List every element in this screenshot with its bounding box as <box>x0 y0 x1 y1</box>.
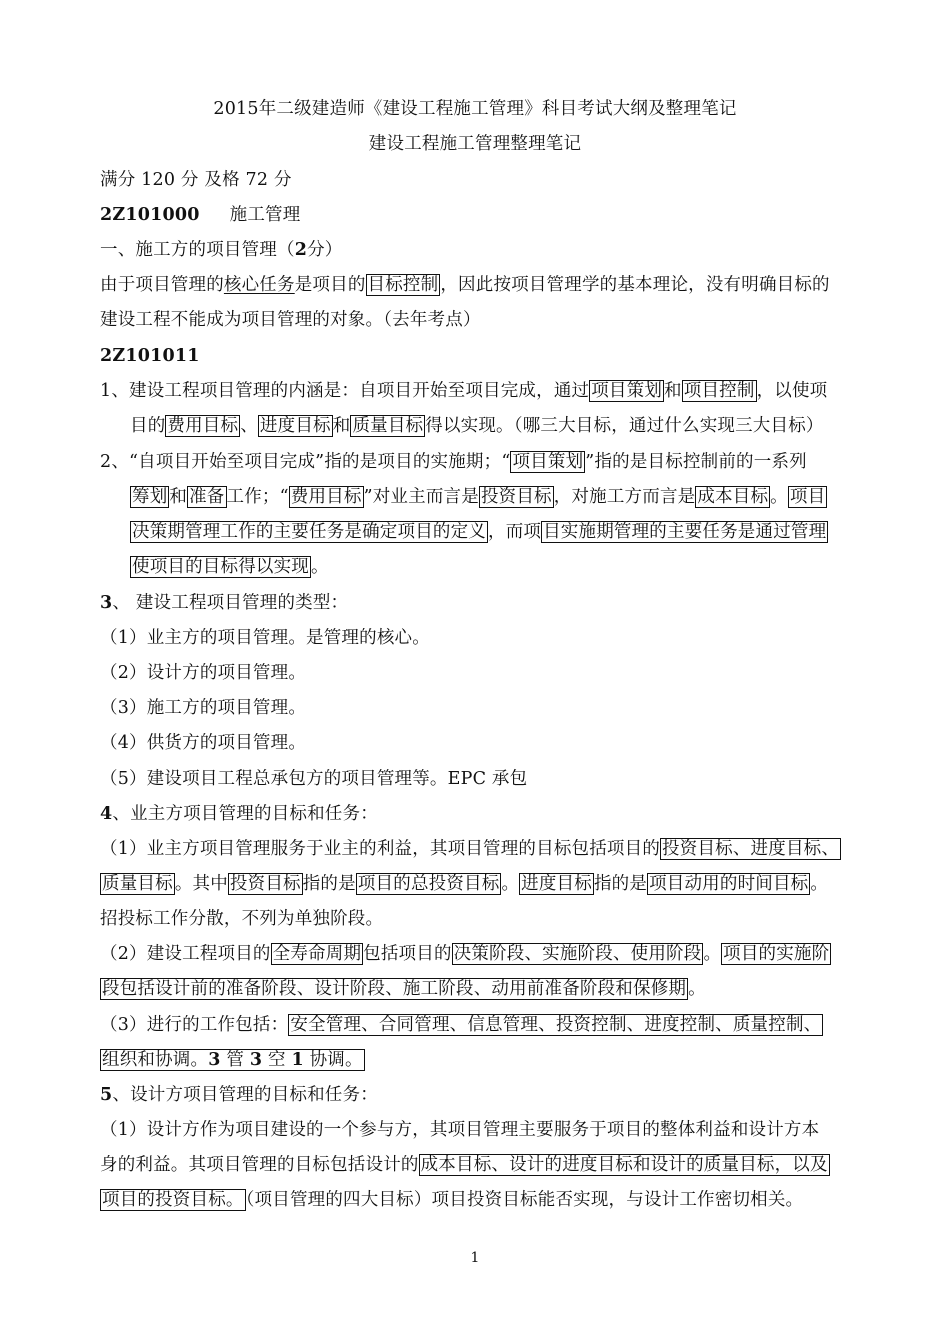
boxed-term: 投资目标 <box>229 874 301 894</box>
item-4-1-line-1: （1）业主方项目管理服务于业主的利益，其项目管理的目标包括项目的 投资目标、进度目标、 <box>100 839 840 859</box>
boxed-term: 安全管理、合同管理、信息管理、投资控制、进度控制、质量控制、 <box>290 1015 822 1035</box>
boxed-term: 质量目标 <box>102 874 173 894</box>
boxed-term: 成本目标、设计的进度目标和设计的质量目标，以及 <box>420 1155 828 1175</box>
boxed-term: 投资目标、进度目标、 <box>662 839 840 859</box>
score-info: 满分 120 分 及格 72 分 <box>100 170 292 190</box>
underlined-term: 核心任务 <box>223 275 295 295</box>
boxed-term: 目标控制 <box>367 275 439 295</box>
section-name: 施工管理 <box>229 205 301 225</box>
boxed-term: 项目策划 <box>512 452 584 472</box>
item-4-3-line-1: （3）进行的工作包括： 安全管理、合同管理、信息管理、投资控制、进度控制、质量控制、 <box>100 1015 822 1035</box>
item-4-1-line-2: 质量目标 。其中 投资目标 指的是 项目的总投资目标 。 进度目标 指的是 项目动用的时间目标 。 <box>102 874 829 894</box>
item-2-line-2: 筹划 和 准备 工作；“ 费用目标 ”对业主而言是 投资目标 ，对施工方而言是 成本目标 。 项目 <box>132 487 826 507</box>
type-item: （3）施工方的项目管理。 <box>100 698 307 718</box>
type-item: （1）业主方的项目管理。是管理的核心。 <box>100 628 430 648</box>
page-number: 1 <box>470 1250 480 1266</box>
item-2-line-3: 决策期管理工作的主要任务是确定项目的定义 ，而项 目实施期管理的主要任务是通过管理 <box>132 522 827 542</box>
item-1-line-2: 目的 费用目标 、 进度目标 和 质量目标 得以实现。（哪三大目标，通过什么实现三大目标） <box>130 416 824 436</box>
item-5-1-line-1: （1）设计方作为项目建设的一个参与方，其项目管理主要服务于项目的整体利益和设计方本 <box>100 1120 820 1140</box>
boxed-term: 决策期管理工作的主要任务是确定项目的定义 <box>132 522 486 542</box>
boxed-term: 准备 <box>189 487 225 507</box>
paragraph-1-line-2: 建设工程不能成为项目管理的对象。（去年考点） <box>100 310 481 330</box>
item-5-1-line-3: 项目的投资目标。 （项目管理的四大目标）项目投资目标能否实现，与设计工作密切相关。 <box>102 1190 804 1210</box>
section-code-2: 2Z101011 <box>100 346 200 366</box>
item-4-2-line-2: 段包括设计前的准备阶段、设计阶段、施工阶段、动用前准备阶段和保修期 。 <box>102 979 706 999</box>
boxed-term: 项目 <box>789 487 826 507</box>
boxed-term: 进度目标 <box>521 874 592 894</box>
boxed-term: 组织和协调。3 管 3 空 1 协调。 <box>102 1050 363 1070</box>
boxed-term: 进度目标 <box>259 416 331 436</box>
item-2-line-1: 2、“自项目开始至项目完成”指的是项目的实施期；“ 项目策划 ”指的是目标控制前的一系列 <box>100 452 807 472</box>
item-2-line-4: 使项目的目标得以实现 。 <box>132 557 329 577</box>
section-heading <box>100 198 890 233</box>
boxed-term: 项目的实施阶 <box>723 944 830 964</box>
item-5-heading: 5、设计方项目管理的目标和任务： <box>100 1085 378 1105</box>
heading-1: 一、施工方的项目管理（2分） <box>100 240 343 260</box>
boxed-term: 段包括设计前的准备阶段、设计阶段、施工阶段、动用前准备阶段和保修期 <box>102 979 687 999</box>
item-4-1-line-3: 招投标工作分散，不列为单独阶段。 <box>100 909 384 929</box>
type-item: （4）供货方的项目管理。 <box>100 733 307 753</box>
item-4-3-line-2 <box>100 1043 890 1078</box>
boxed-term: 使项目的目标得以实现 <box>132 557 309 577</box>
boxed-term: 项目的总投资目标 <box>357 874 500 894</box>
document-title: 2015年二级建造师《建设工程施工管理》科目考试大纲及整理笔记 <box>213 99 737 119</box>
boxed-term: 筹划 <box>132 487 168 507</box>
type-item: （2）设计方的项目管理。 <box>100 663 307 683</box>
boxed-term: 费用目标 <box>290 487 362 507</box>
boxed-term: 项目动用的时间目标 <box>649 874 809 894</box>
boxed-term: 费用目标 <box>167 416 239 436</box>
boxed-term: 目实施期管理的主要任务是通过管理 <box>543 522 827 542</box>
boxed-term: 成本目标 <box>697 487 769 507</box>
section-code: 2Z101000 <box>100 205 200 225</box>
boxed-term: 决策阶段、实施阶段、使用阶段 <box>453 944 702 964</box>
boxed-term: 项目策划 <box>591 381 663 401</box>
item-4-2-line-1: （2）建设工程项目的 全寿命周期 包括项目的 决策阶段、实施阶段、使用阶段 。 项目的实施阶 <box>100 944 830 964</box>
item-4-heading: 4、业主方项目管理的目标和任务： <box>100 804 378 824</box>
item-5-1-line-2: 身的利益。其项目管理的目标包括设计的 成本目标、设计的进度目标和设计的质量目标，以及 <box>100 1155 828 1175</box>
boxed-term: 项目的投资目标。 <box>102 1190 244 1210</box>
boxed-term: 质量目标 <box>352 416 424 436</box>
document-subtitle: 建设工程施工管理整理笔记 <box>368 134 582 154</box>
item-1-line-1: 1、建设工程项目管理的内涵是：自项目开始至项目完成，通过 项目策划 和 项目控制 ，以使项 <box>100 381 828 401</box>
item-3-heading: 3、 建设工程项目管理的类型： <box>100 593 349 613</box>
boxed-term: 投资目标 <box>480 487 552 507</box>
boxed-term: 全寿命周期 <box>272 944 362 964</box>
paragraph-1-line-1: 由于项目管理的核心任务是项目的 目标控制 ，因此按项目管理学的基本理论，没有明确目标的 <box>100 275 830 295</box>
boxed-term: 项目控制 <box>683 381 755 401</box>
type-item: （5）建设项目工程总承包方的项目管理等。EPC 承包 <box>100 769 528 789</box>
